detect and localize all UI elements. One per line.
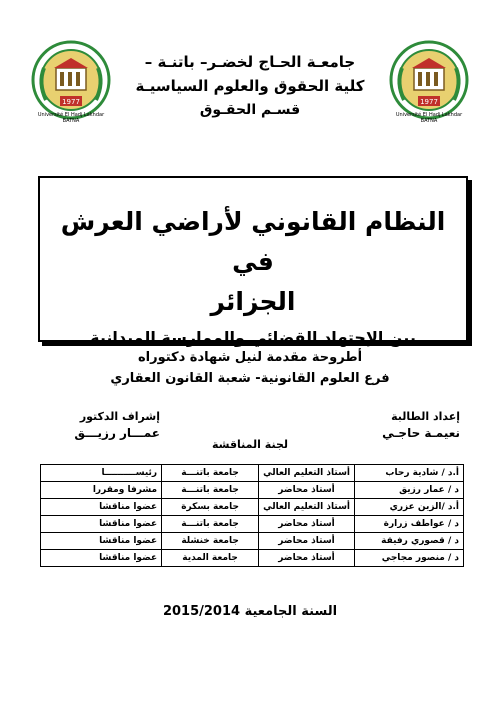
committee-row: [41, 533, 464, 550]
thesis-title-box: [38, 176, 468, 347]
committee-row: [41, 499, 464, 516]
faculty-name: كلية الحقوق والعلوم السياسيـة: [135, 77, 365, 95]
supervisor-label: إشراف الدكتور: [79, 410, 160, 423]
department-name: قسـم الحقـوق: [199, 102, 301, 118]
member-role: رئيســــــــــا: [41, 465, 162, 482]
committee-row: [41, 516, 464, 533]
university-name: جامعـة الحـاج لخضـر– باتنـة –: [144, 53, 356, 71]
thesis-subtitle: بين الإجتهاد القضائي والممارسة الميدانية: [90, 328, 416, 347]
member-rank: أستاذ محاضر: [259, 550, 355, 567]
member-role: عضوا مناقشا: [41, 499, 162, 516]
member-name: د / عمار رزيق: [355, 482, 464, 499]
member-university: جامعة خنشلة: [162, 533, 259, 550]
committee-row: [41, 465, 464, 482]
supervisor-name: عمـــار رزيـــق: [74, 426, 160, 440]
committee-title: لجنة المناقشة: [211, 438, 288, 451]
member-university: جامعة باتنـــة: [162, 516, 259, 533]
member-rank: أستاذ محاضر: [259, 482, 355, 499]
member-name: د / عواطف زرارة: [355, 516, 464, 533]
member-rank: أستاذ محاضر: [259, 533, 355, 550]
committee-table: [40, 464, 464, 567]
institution-header: [110, 50, 390, 122]
logo-city: BATNA: [62, 118, 80, 124]
committee-row: [41, 482, 464, 499]
member-university: جامعة باتنـــة: [162, 482, 259, 499]
thesis-branch: فرع العلوم القانونية- شعبة القانون العقاري: [110, 371, 390, 386]
student-label: إعداد الطالبة: [391, 410, 460, 423]
thesis-purpose: أطروحة مقدمة لنيل شهادة دكتوراه: [137, 350, 363, 365]
university-logo-left: [30, 38, 112, 126]
logo-year: 1977: [62, 98, 80, 106]
member-name: أ.د / شادية رحاب: [355, 465, 464, 482]
logo-caption: Université El Hadj Lakhdar: [395, 112, 463, 118]
member-name: د / قصوري رفيقة: [355, 533, 464, 550]
member-rank: أستاذ التعليم العالي: [259, 499, 355, 516]
thesis-title-line1: النظام القانوني لأراضي العرش في: [60, 207, 446, 276]
member-rank: أستاذ التعليم العالي: [259, 465, 355, 482]
member-role: مشرفا ومقررا: [41, 482, 162, 499]
member-university: جامعة بسكرة: [162, 499, 259, 516]
member-name: أ.د /الزين عزري: [355, 499, 464, 516]
member-rank: أستاذ محاضر: [259, 516, 355, 533]
member-university: جامعة باتنـــة: [162, 465, 259, 482]
university-logo-right: [388, 38, 470, 126]
student-name: نعيمـة حاجـي: [382, 426, 460, 440]
committee-row: [41, 550, 464, 567]
member-role: عضوا مناقشا: [41, 533, 162, 550]
member-university: جامعة المدية: [162, 550, 259, 567]
academic-year: السنة الجامعية 2015/2014: [162, 604, 338, 619]
member-role: عضوا مناقشا: [41, 516, 162, 533]
logo-caption: Université El Hadj Lakhdar: [37, 112, 105, 118]
member-name: د / منصور مجاجي: [355, 550, 464, 567]
logo-city: BATNA: [420, 118, 438, 124]
logo-year: 1977: [420, 98, 438, 106]
member-role: عضوا مناقشا: [41, 550, 162, 567]
thesis-title-line2: الجزائر: [210, 287, 296, 316]
